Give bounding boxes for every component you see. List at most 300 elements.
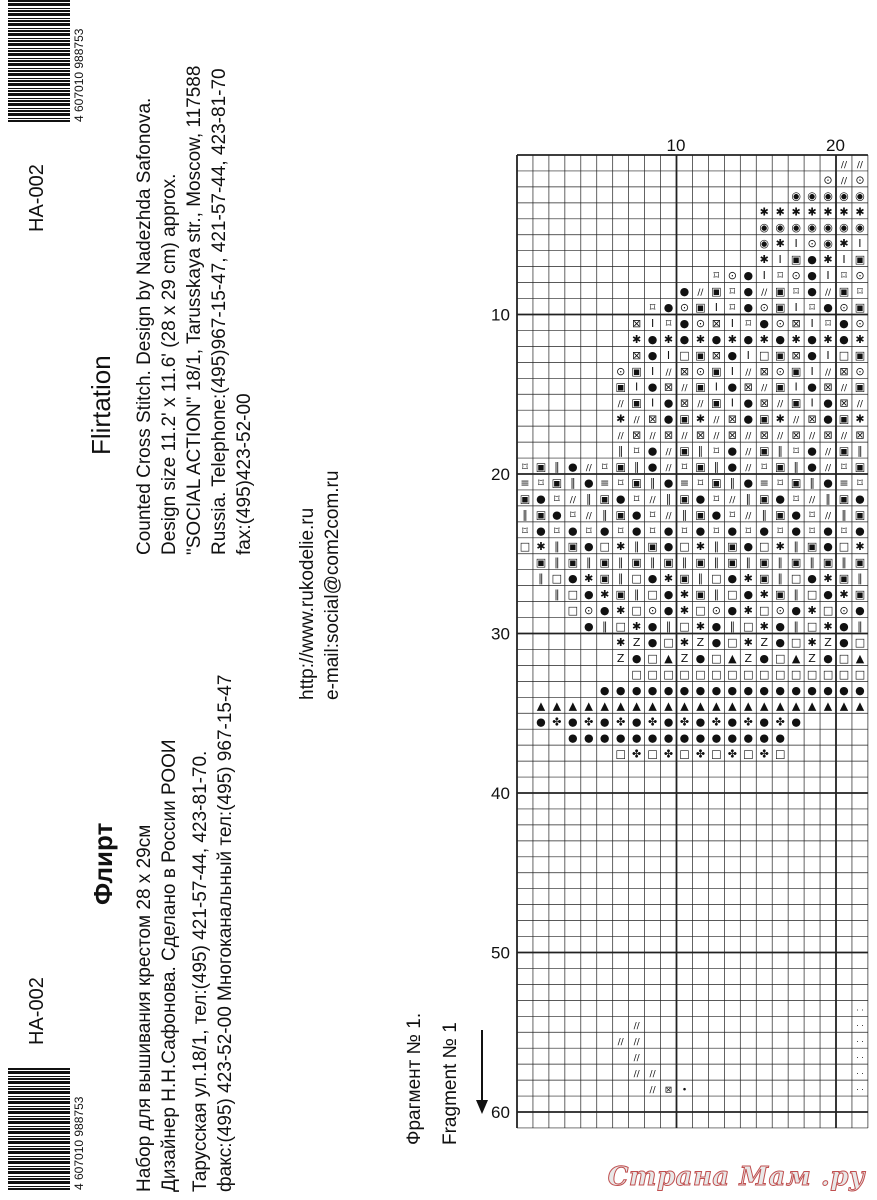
- stitch-symbol: ▣: [711, 364, 722, 378]
- stitch-symbol: ✱: [775, 412, 785, 426]
- stitch-symbol: · ·: [856, 1069, 864, 1079]
- stitch-symbol: ∥: [665, 492, 672, 506]
- stitch-symbol: ●: [807, 380, 817, 394]
- email: e-mail:social@com2com.ru: [322, 470, 343, 700]
- stitch-symbol: ▲: [855, 651, 865, 665]
- stitch-symbol: ⌑: [617, 524, 624, 538]
- stitch-symbol: ∥: [601, 619, 608, 633]
- stitch-symbol: //: [569, 495, 576, 506]
- stitch-symbol: ≡: [839, 476, 849, 490]
- fragment-label-ru: Фрагмент № 1.: [404, 1012, 425, 1145]
- ru-line-1: Набор для вышивания крестом 28 х 29см: [134, 824, 155, 1192]
- stitch-symbol: //: [665, 511, 672, 522]
- stitch-symbol: I: [714, 300, 718, 314]
- stitch-symbol: □: [838, 667, 850, 681]
- stitch-symbol: //: [745, 511, 752, 522]
- stitch-symbol: //: [585, 463, 592, 474]
- stitch-symbol: ✱: [632, 332, 642, 346]
- stitch-symbol: ●: [743, 683, 754, 697]
- stitch-symbol: //: [649, 495, 656, 506]
- stitch-symbol: ⌑: [649, 508, 656, 522]
- stitch-symbol: ✱: [855, 412, 865, 426]
- stitch-symbol: ∥: [809, 476, 815, 490]
- stitch-symbol: ∥: [586, 556, 592, 570]
- barcode-top-number: 4 607010 988753: [72, 28, 86, 122]
- stitch-symbol: ▣: [695, 348, 706, 362]
- stitch-symbol: ▣: [838, 285, 850, 299]
- stitch-symbol: ∥: [793, 619, 799, 633]
- stitch-symbol: ●: [727, 380, 738, 394]
- stitch-symbol: ✱: [759, 205, 769, 219]
- stitch-symbol: ⌑: [649, 524, 656, 538]
- stitch-symbol: ●: [791, 683, 801, 697]
- stitch-symbol: ∥: [633, 540, 640, 554]
- stitch-symbol: ●: [647, 444, 658, 458]
- stitch-symbol: I: [778, 253, 782, 267]
- stitch-symbol: ⊙: [855, 316, 865, 330]
- stitch-symbol: ∥: [586, 492, 592, 506]
- stitch-symbol: ⊙: [839, 604, 849, 618]
- stitch-symbol: □: [759, 540, 770, 554]
- stitch-symbol: ▣: [854, 300, 866, 314]
- stitch-symbol: ▣: [854, 253, 866, 267]
- stitch-symbol: ●: [536, 715, 546, 729]
- stitch-symbol: I: [730, 396, 734, 410]
- stitch-symbol: ⊠: [727, 412, 737, 426]
- stitch-symbol: ●: [743, 412, 754, 426]
- stitch-symbol: ⊠: [679, 364, 690, 378]
- stitch-symbol: ●: [695, 731, 706, 745]
- stitch-symbol: ⊙: [791, 269, 801, 283]
- stitch-symbol: ∥: [777, 556, 783, 570]
- stitch-symbol: ∥: [554, 540, 560, 554]
- stitch-symbol: ▣: [679, 572, 690, 586]
- stitch-symbol: I: [746, 348, 750, 362]
- stitch-symbol: ◉: [855, 221, 865, 235]
- stitch-symbol: ▣: [774, 508, 786, 522]
- stitch-symbol: ▣: [838, 572, 850, 586]
- stitch-symbol: //: [633, 1037, 640, 1048]
- stitch-symbol: ∥: [857, 444, 863, 458]
- stitch-symbol: ▣: [838, 412, 850, 426]
- stitch-symbol: ✤: [679, 715, 690, 729]
- stitch-symbol: ●: [823, 683, 833, 697]
- stitch-symbol: ∥: [777, 572, 783, 586]
- stitch-symbol: //: [745, 367, 752, 378]
- stitch-symbol: ⌑: [777, 269, 784, 283]
- stitch-symbol: ▣: [727, 556, 738, 570]
- stitch-symbol: ✤: [743, 715, 753, 729]
- stitch-symbol: ⊙: [584, 604, 594, 618]
- stitch-symbol: ✱: [616, 635, 626, 649]
- stitch-symbol: ✱: [807, 604, 817, 618]
- stitch-symbol: ✱: [663, 332, 674, 346]
- stitch-symbol: ✱: [839, 588, 849, 602]
- stitch-symbol: ●: [663, 476, 674, 490]
- stitch-symbol: ▲: [823, 699, 833, 713]
- stitch-symbol: ⊙: [727, 269, 737, 283]
- stitch-symbol: ⌑: [681, 524, 688, 538]
- stitch-symbol: ●: [839, 683, 849, 697]
- stitch-symbol: □: [759, 667, 770, 681]
- col-label-10: 10: [666, 136, 686, 155]
- stitch-symbol: ▣: [599, 556, 610, 570]
- title-ru: Флирт: [88, 822, 118, 905]
- stitch-symbol: ●: [663, 396, 674, 410]
- stitch-symbol: ∥: [857, 572, 863, 586]
- stitch-symbol: ●: [663, 683, 674, 697]
- fragment-label-en: Fragment № 1: [440, 1022, 461, 1145]
- stitch-symbol: ●: [599, 604, 610, 618]
- stitch-symbol: □: [519, 540, 531, 554]
- stitch-symbol: ⊠: [695, 428, 706, 442]
- stitch-symbol: ▣: [711, 396, 722, 410]
- stitch-symbol: //: [745, 463, 752, 474]
- stitch-symbol: ●: [759, 524, 770, 538]
- stitch-symbol: //: [617, 1037, 624, 1048]
- stitch-symbol: ●: [727, 348, 738, 362]
- stitch-symbol: ∥: [809, 556, 815, 570]
- row-label-20: 20: [491, 465, 510, 484]
- stitch-symbol: ●: [536, 492, 546, 506]
- stitch-symbol: ✱: [743, 635, 753, 649]
- stitch-symbol: ✱: [759, 588, 769, 602]
- stitch-symbol: //: [681, 431, 688, 442]
- stitch-symbol: ▣: [679, 444, 690, 458]
- stitch-symbol: ✱: [855, 205, 865, 219]
- stitch-symbol: ⊠: [679, 396, 690, 410]
- stitch-symbol: ●: [727, 731, 738, 745]
- stitch-symbol: ≡: [759, 476, 769, 490]
- stitch-symbol: ▲: [680, 699, 689, 713]
- stitch-symbol: ●: [823, 588, 833, 602]
- stitch-symbol: //: [856, 399, 863, 410]
- stitch-symbol: ●: [647, 683, 658, 697]
- stitch-symbol: ▣: [567, 556, 579, 570]
- stitch-symbol: □: [822, 604, 834, 618]
- stitch-symbol: ◉: [807, 189, 817, 203]
- stitch-symbol: □: [679, 747, 690, 761]
- stitch-symbol: □: [647, 747, 658, 761]
- stitch-symbol: ●: [823, 300, 833, 314]
- stitch-symbol: ●: [583, 588, 594, 602]
- stitch-symbol: ⊠: [632, 316, 642, 330]
- stitch-symbol: ✱: [807, 205, 817, 219]
- stitch-symbol: //: [824, 463, 832, 474]
- website: http://www.rukodelie.ru: [297, 507, 318, 700]
- stitch-symbol: ●: [695, 715, 706, 729]
- stitch-symbol: ⊠: [807, 412, 817, 426]
- stitch-symbol: I: [730, 316, 734, 330]
- stitch-symbol: ●: [807, 444, 817, 458]
- row-label-40: 40: [491, 784, 510, 803]
- stitch-symbol: I: [762, 269, 766, 283]
- stitch-symbol: ✱: [727, 332, 737, 346]
- stitch-symbol: ∥: [713, 540, 720, 554]
- stitch-symbol: ∥: [633, 588, 640, 602]
- stitch-symbol: //: [809, 495, 816, 506]
- stitch-symbol: ∥: [729, 619, 736, 633]
- stitch-symbol: ⌑: [729, 285, 736, 299]
- stitch-symbol: ∥: [538, 572, 544, 586]
- stitch-symbol: ▣: [615, 588, 626, 602]
- stitch-symbol: ▣: [695, 588, 706, 602]
- stitch-symbol: ●: [807, 572, 817, 586]
- en-line-2: Design size 11.2' x 11.6' (28 x 29 cm) approx.: [159, 173, 180, 555]
- stitch-symbol: ✤: [647, 715, 658, 729]
- en-line-5: fax:(495)423-52-00: [234, 393, 255, 555]
- stitch-symbol: ⊙: [855, 173, 865, 187]
- stitch-symbol: //: [777, 399, 784, 410]
- stitch-symbol: ▣: [535, 460, 547, 474]
- stitch-symbol: I: [794, 300, 798, 314]
- stitch-symbol: ✱: [823, 619, 833, 633]
- stitch-symbol: ⊙: [775, 364, 785, 378]
- stitch-symbol: · ·: [856, 1037, 864, 1047]
- stitch-symbol: ▲: [648, 699, 657, 713]
- stitch-symbol: ⌑: [777, 524, 784, 538]
- stitch-symbol: ∥: [857, 619, 863, 633]
- stitch-symbol: ●: [791, 508, 801, 522]
- stitch-symbol: ●: [711, 683, 722, 697]
- stitch-symbol: □: [822, 667, 834, 681]
- stitch-symbol: ▣: [774, 285, 786, 299]
- stitch-symbol: ∥: [554, 556, 560, 570]
- stitch-symbol: ⌑: [713, 444, 720, 458]
- stitch-symbol: ✱: [679, 588, 690, 602]
- stitch-symbol: ✱: [679, 604, 690, 618]
- stitch-symbol: □: [743, 667, 754, 681]
- stitch-symbol: ●: [583, 476, 594, 490]
- stitch-symbol: ⊠: [632, 428, 642, 442]
- stitch-symbol: ≡: [520, 476, 530, 490]
- stitch-symbol: □: [727, 667, 738, 681]
- stitch-symbol: //: [633, 1021, 640, 1032]
- stitch-symbol: □: [663, 667, 674, 681]
- stitch-symbol: ▲: [536, 699, 546, 713]
- stitch-symbol: ▣: [759, 572, 770, 586]
- stitch-symbol: ●: [663, 524, 674, 538]
- stitch-symbol: ▣: [631, 476, 642, 490]
- stitch-symbol: //: [824, 511, 832, 522]
- stitch-symbol: ●: [568, 524, 578, 538]
- stitch-symbol: ⊠: [823, 428, 833, 442]
- stitch-symbol: ∥: [649, 556, 656, 570]
- stitch-symbol: ●: [583, 540, 594, 554]
- stitch-symbol: ▣: [774, 588, 786, 602]
- stitch-symbol: ✱: [616, 412, 626, 426]
- stitch-symbol: ⊙: [855, 269, 865, 283]
- stitch-symbol: ●: [599, 683, 610, 697]
- stitch-symbol: ⊙: [855, 364, 865, 378]
- stitch-symbol: ●: [647, 380, 658, 394]
- stitch-symbol: //: [649, 1085, 656, 1096]
- stitch-symbol: ●: [727, 683, 738, 697]
- stitch-symbol: ●: [663, 731, 674, 745]
- stitch-symbol: ●: [727, 715, 738, 729]
- stitch-symbol: □: [695, 667, 706, 681]
- stitch-symbol: ●: [615, 492, 626, 506]
- stitch-symbol: ◉: [759, 221, 770, 235]
- stitch-symbol: ●: [807, 285, 817, 299]
- stitch-symbol: //: [617, 399, 624, 410]
- stitch-symbol: · ·: [856, 1005, 864, 1015]
- stitch-symbol: □: [711, 651, 722, 665]
- stitch-symbol: ▲: [712, 699, 721, 713]
- stitch-symbol: □: [647, 588, 658, 602]
- watermark: Страна Мам .ру: [607, 1162, 865, 1192]
- stitch-symbol: ●: [855, 604, 865, 618]
- stitch-symbol: ✤: [616, 715, 626, 729]
- stitch-symbol: ∥: [777, 444, 783, 458]
- stitch-symbol: ▣: [695, 300, 706, 314]
- stitch-symbol: ✱: [695, 332, 706, 346]
- stitch-symbol: ✱: [695, 412, 706, 426]
- stitch-symbol: ✤: [552, 715, 562, 729]
- stitch-symbol: □: [854, 667, 866, 681]
- stitch-symbol: ⌑: [585, 524, 592, 538]
- ru-line-4: факс:(495) 423-52-00 Многоканальный тел:(495) 967-15-47: [215, 674, 236, 1192]
- stitch-symbol: ∥: [793, 460, 799, 474]
- stitch-symbol: //: [793, 415, 800, 426]
- stitch-symbol: □: [679, 667, 690, 681]
- stitch-symbol: ◉: [775, 221, 785, 235]
- stitch-symbol: I: [794, 237, 798, 251]
- stitch-symbol: ∥: [745, 556, 752, 570]
- stitch-symbol: ▣: [631, 396, 642, 410]
- stitch-symbol: ⌑: [601, 460, 608, 474]
- stitch-symbol: //: [713, 415, 720, 426]
- title-en: Flirtation: [86, 355, 116, 455]
- stitch-symbol: ●: [679, 285, 690, 299]
- stitch-symbol: ▣: [854, 508, 866, 522]
- product-code-top: HA-002: [26, 164, 48, 232]
- stitch-symbol: I: [666, 348, 671, 362]
- stitch-symbol: ▲: [552, 699, 562, 713]
- en-line-4: Russia. Telephone:(495)967-15-47, 421-57-44, 423-81-70: [209, 68, 230, 555]
- stitch-symbol: ✤: [695, 747, 706, 761]
- stitch-symbol: ●: [775, 492, 785, 506]
- stitch-symbol: ◉: [823, 221, 833, 235]
- stitch-symbol: ∥: [713, 460, 720, 474]
- stitch-symbol: □: [806, 667, 818, 681]
- stitch-symbol: ✱: [839, 237, 849, 251]
- stitch-symbol: ∥: [697, 444, 704, 458]
- stitch-symbol: ●: [663, 604, 674, 618]
- stitch-symbol: ⊠: [664, 1085, 673, 1096]
- stitch-symbol: ●: [647, 460, 658, 474]
- stitch-symbol: //: [824, 367, 832, 378]
- stitch-symbol: ●: [583, 731, 594, 745]
- stitch-symbol: □: [759, 348, 770, 362]
- barcode-bottom-number: 4 607010 988753: [72, 1096, 86, 1190]
- stitch-symbol: ✤: [632, 747, 642, 761]
- stitch-symbol: ●: [855, 524, 865, 538]
- stitch-symbol: ⌑: [745, 524, 752, 538]
- stitch-symbol: ●: [855, 492, 865, 506]
- stitch-symbol: ∥: [793, 540, 799, 554]
- stitch-symbol: ●: [599, 731, 610, 745]
- stitch-symbol: ✱: [823, 205, 833, 219]
- stitch-symbol: ●: [743, 285, 754, 299]
- stitch-symbol: ▲: [584, 699, 594, 713]
- stitch-symbol: ▲: [728, 651, 737, 665]
- stitch-symbol: ●: [823, 396, 833, 410]
- stitch-symbol: Z: [632, 635, 641, 649]
- stitch-symbol: ▣: [838, 444, 850, 458]
- stitch-symbol: □: [838, 651, 850, 665]
- stitch-symbol: □: [631, 667, 642, 681]
- stitch-symbol: ▣: [790, 476, 802, 490]
- stitch-symbol: I: [858, 237, 862, 251]
- stitch-symbol: //: [824, 447, 832, 458]
- stitch-symbol: □: [567, 588, 579, 602]
- stitch-symbol: ≡: [679, 476, 690, 490]
- stitch-symbol: ●: [631, 524, 642, 538]
- stitch-symbol: ⌑: [809, 300, 815, 314]
- stitch-symbol: □: [727, 588, 738, 602]
- stitch-symbol: ◉: [823, 189, 833, 203]
- stitch-symbol: ⊠: [743, 380, 753, 394]
- stitch-symbol: ▣: [759, 492, 770, 506]
- stitch-symbol: ⌑: [857, 285, 863, 299]
- stitch-symbol: ⊠: [791, 428, 801, 442]
- stitch-symbol: ⊙: [711, 604, 721, 618]
- stitch-symbol: ●: [759, 715, 770, 729]
- stitch-symbol: □: [631, 572, 642, 586]
- stitch-symbol: ⌑: [554, 524, 560, 538]
- stitch-symbol: ▲: [807, 699, 817, 713]
- stitch-symbol: I: [810, 364, 814, 378]
- stitch-symbol: ●: [727, 460, 738, 474]
- stitch-symbol: ✤: [775, 715, 785, 729]
- stitch-symbol: ⌑: [713, 492, 720, 506]
- stitch-symbol: ●: [631, 651, 642, 665]
- stitch-symbol: •: [681, 1085, 688, 1096]
- stitch-symbol: //: [633, 1053, 640, 1064]
- stitch-symbol: ✱: [839, 205, 849, 219]
- stitch-symbol: ▣: [695, 508, 706, 522]
- stitch-symbol: ●: [743, 540, 754, 554]
- stitch-symbol: ●: [647, 332, 658, 346]
- stitch-symbol: □: [774, 747, 786, 761]
- stitch-symbol: ◉: [791, 189, 801, 203]
- stitch-symbol: //: [681, 383, 688, 394]
- stitch-symbol: ●: [807, 348, 817, 362]
- stitch-symbol: ⊙: [695, 364, 706, 378]
- stitch-symbol: ▲: [696, 699, 705, 713]
- stitch-symbol: ▣: [790, 396, 802, 410]
- stitch-symbol: ●: [631, 731, 642, 745]
- stitch-symbol: ▲: [759, 699, 769, 713]
- stitch-symbol: ▣: [535, 508, 547, 522]
- row-label-60: 60: [491, 1103, 510, 1122]
- stitch-symbol: □: [854, 635, 866, 649]
- ru-line-2: Дизайнер Н.Н.Сафонова. Сделано в России РООИ: [159, 739, 180, 1192]
- stitch-symbol: ✱: [823, 253, 833, 267]
- stitch-symbol: □: [679, 540, 690, 554]
- stitch-symbol: ⌑: [713, 524, 720, 538]
- stitch-symbol: ∥: [841, 508, 847, 522]
- stitch-symbol: ●: [568, 572, 578, 586]
- stitch-symbol: ✱: [759, 253, 769, 267]
- stitch-symbol: ●: [647, 619, 658, 633]
- stitch-symbol: ✱: [807, 635, 817, 649]
- stitch-symbol: ▣: [711, 285, 722, 299]
- stitch-symbol: ▣: [615, 380, 626, 394]
- stitch-symbol: ●: [759, 683, 770, 697]
- en-line-1: Counted Cross Stitch. Design by Nadezhda Safonova.: [134, 97, 155, 555]
